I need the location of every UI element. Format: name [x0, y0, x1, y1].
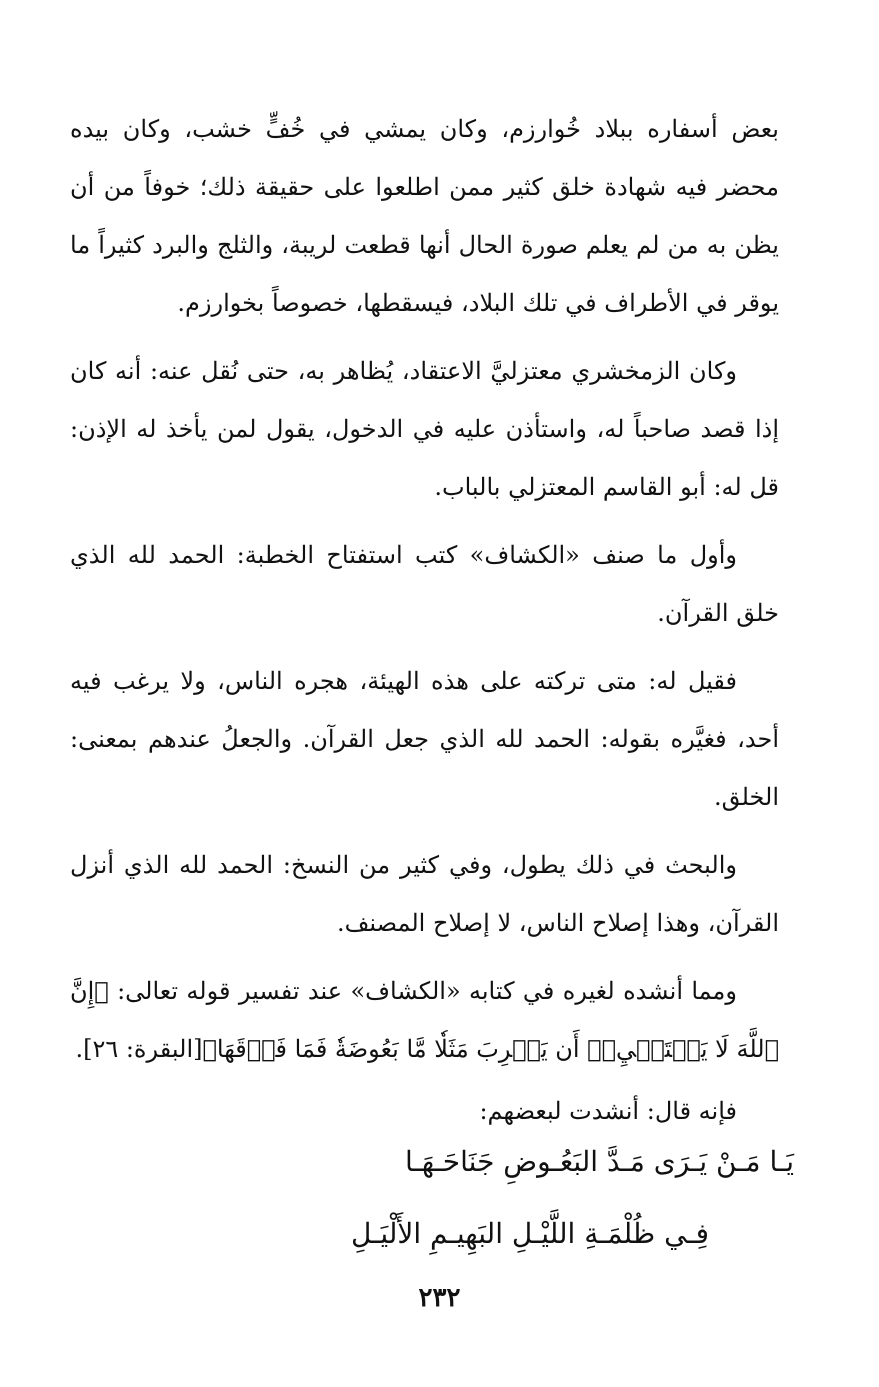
- paragraph-3: وأول ما صنف «الكشاف» كتب استفتاح الخطبة: الحمد لله الذي خلق القرآن.: [70, 541, 779, 627]
- poem-verse-2: فِـي ظُلْمَـةِ اللَّيْـلِ البَهِيـمِ الأَلْيَـلِ: [350, 1217, 709, 1250]
- paragraph-2: وكان الزمخشري معتزليَّ الاعتقاد، يُظاهر به، حتى نُقل عنه: أنه كان إذا قصد صاحباً له، واستأذن عليه في الدخول، يقول لمن يأخذ له الإذن: قل له: أبو القاسم المعتزلي بالباب.: [70, 357, 779, 501]
- page-number: ٢٣٢: [418, 1283, 461, 1313]
- body-text: [70, 100, 779, 1140]
- paragraph-5: والبحث في ذلك يطول، وفي كثير من النسخ: الحمد لله الذي أنزل القرآن، وهذا إصلاح الناس، لا إصلاح المصنف.: [70, 851, 779, 937]
- paragraph-1: بعض أسفاره ببلاد خُوارزم، وكان يمشي في خُفٍّ خشب، وكان بيده محضر فيه شهادة خلق كثير ممن اطلعوا على حقيقة ذلك؛ خوفاً من أن يظن به من لم يعلم صورة الحال أنها قطعت لريبة، والثلج والبرد كثيراً ما يوقر في الأطراف في تلك البلاد، فيسقطها، خصوصاً بخوارزم.: [70, 115, 779, 317]
- poem: [70, 1126, 809, 1270]
- quran-paragraph: [70, 962, 779, 1078]
- paragraph-4: فقيل له: متى تركته على هذه الهيئة، هجره الناس، ولا يرغب فيه أحد، فغيَّره بقوله: الحمد لله الذي جعل القرآن. والجعلُ عندهم بمعنى: الخلق.: [70, 667, 779, 811]
- poem-intro: فإنه قال: أنشدت لبعضهم:: [479, 1097, 737, 1125]
- quran-reference: [البقرة: ٢٦].: [75, 1035, 203, 1063]
- poem-verse-1: يَـا مَـنْ يَـرَى مَـدَّ البَعُـوضِ جَنَاحَـهَـا: [404, 1145, 794, 1178]
- quran-intro-text: ومما أنشده لغيره في كتابه «الكشاف» عند تفسير قوله تعالى:: [108, 977, 738, 1005]
- quran-verse: ﴿إِنَّ ٱللَّهَ لَا يَسۡتَحۡيِۦٓ أَن يَضۡرِبَ مَثَلٗا مَّا بَعُوضَةٗ فَمَا فَوۡقَهَا﴾: [70, 977, 779, 1063]
